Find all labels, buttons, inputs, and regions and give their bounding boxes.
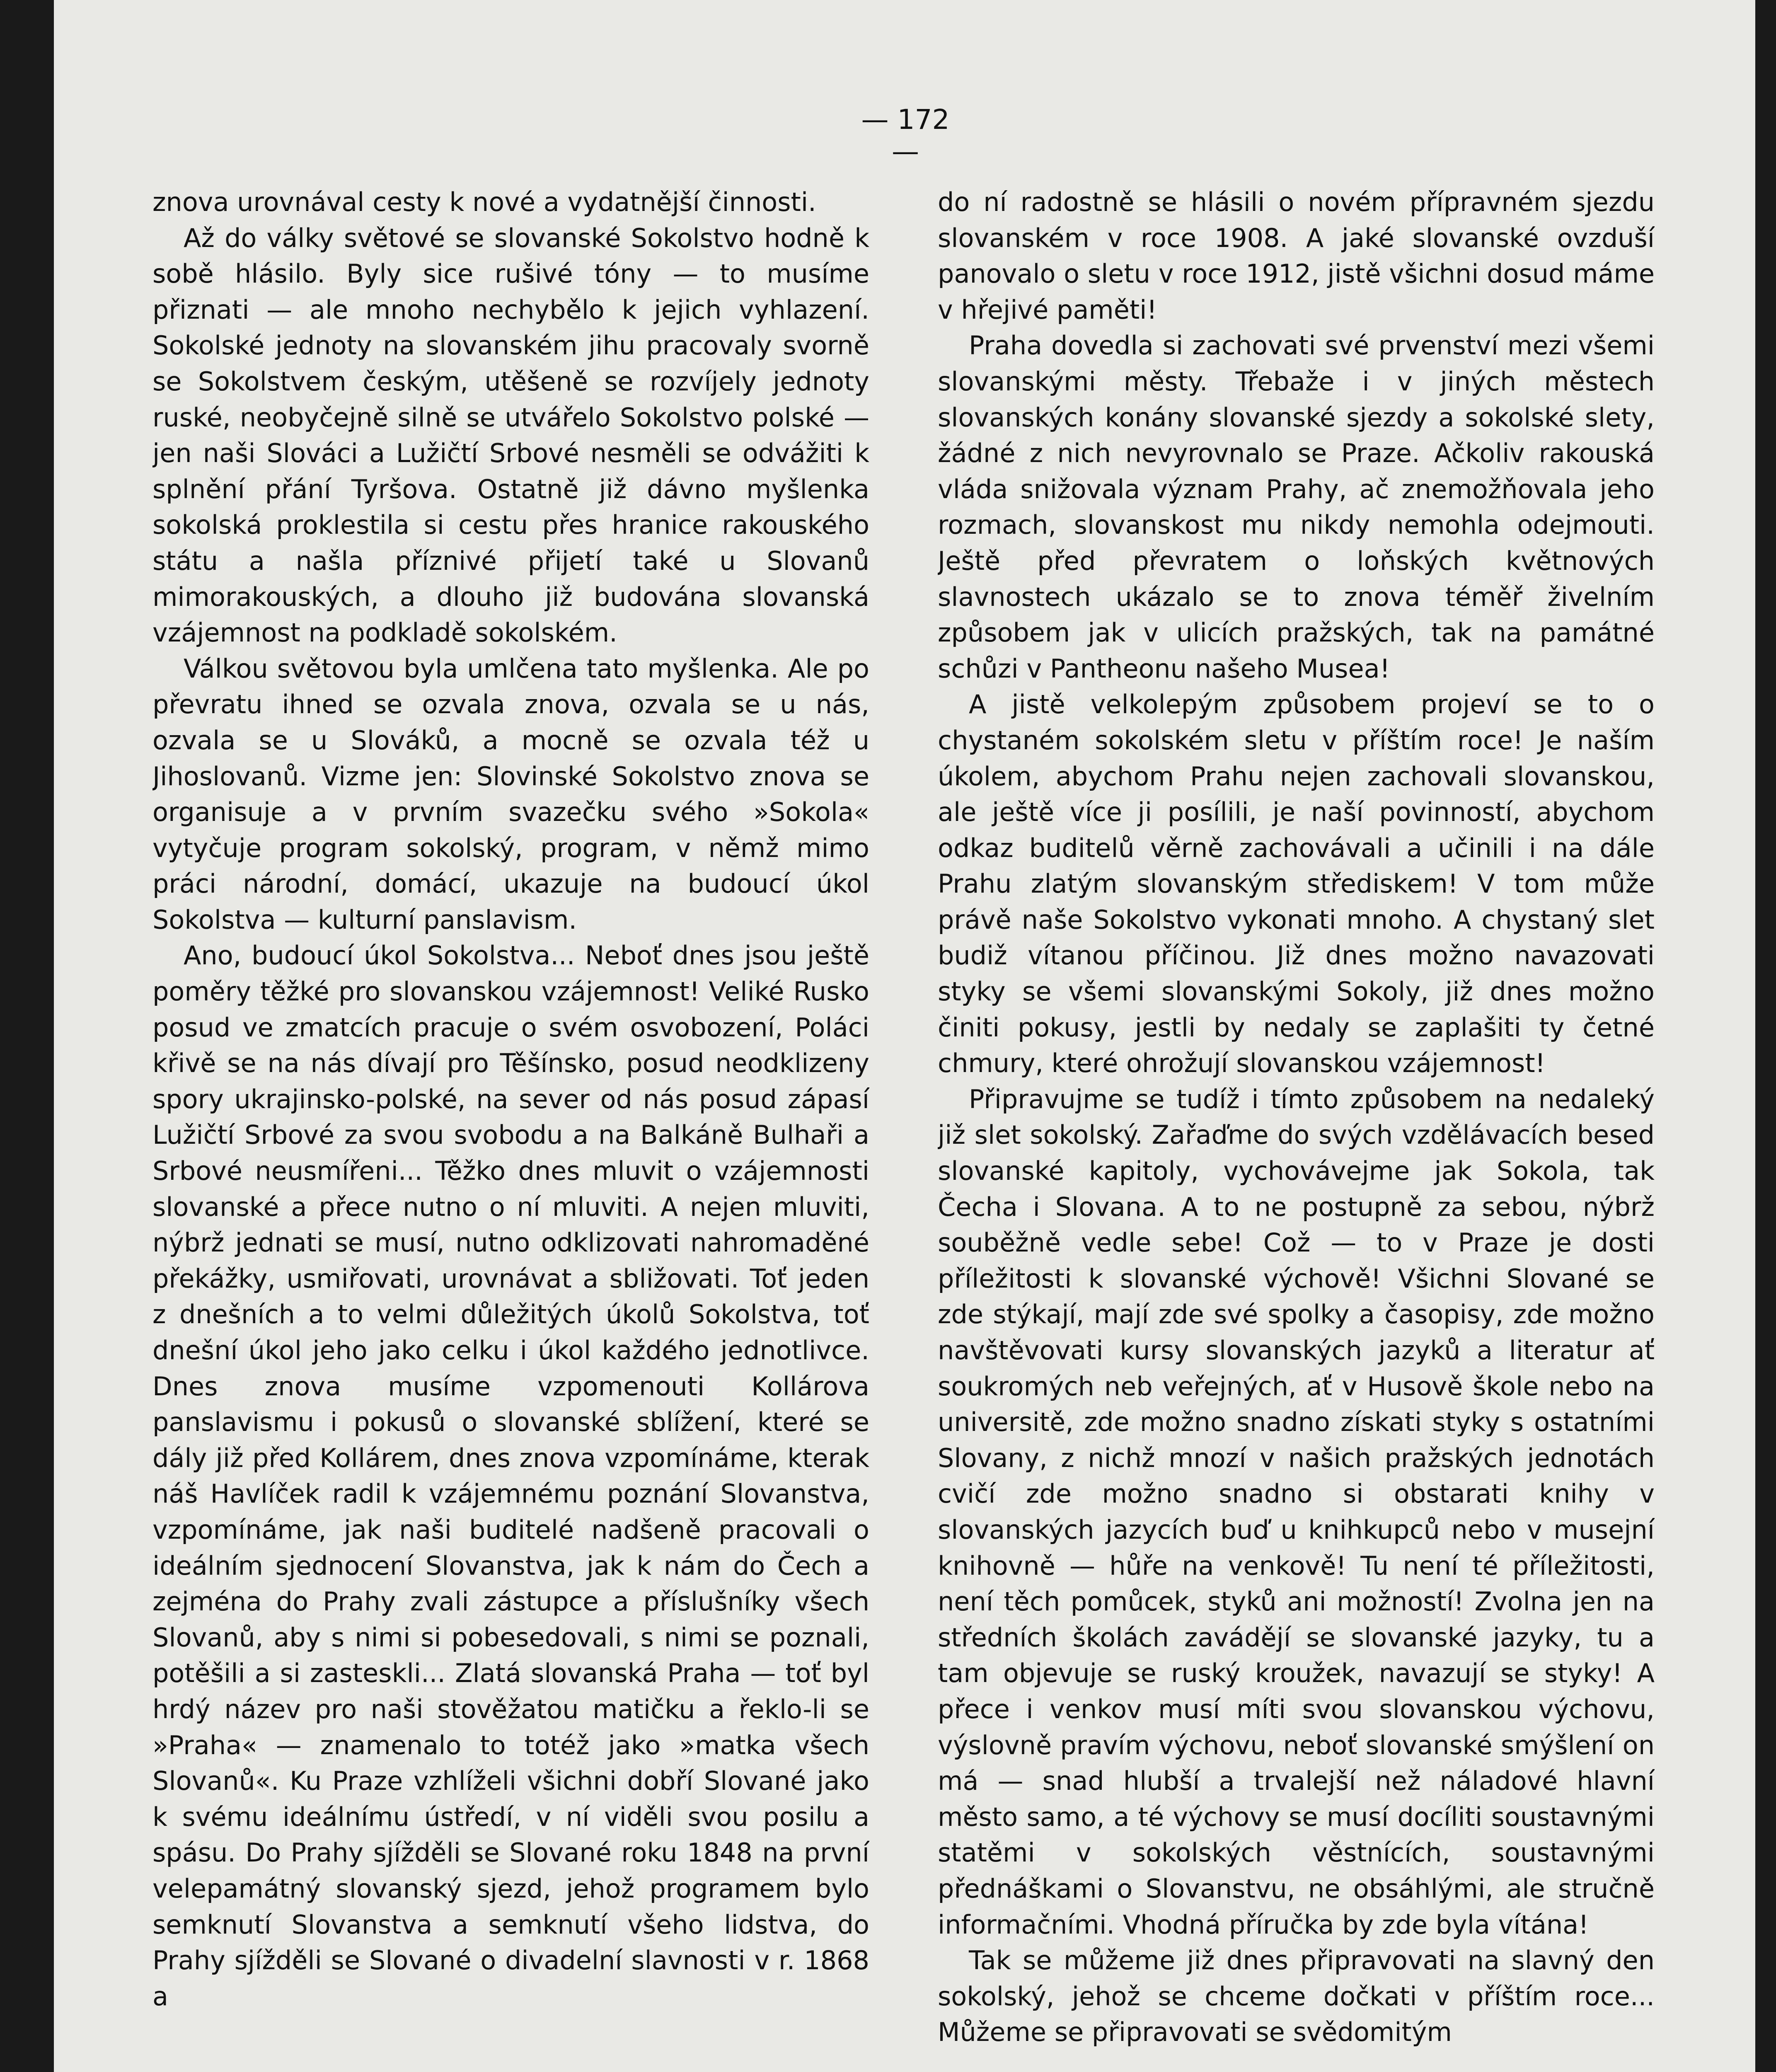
paragraph: A jistě velkolepým způsobem projeví se to o chystaném sokolském sletu v příštím roce! Je naším úkolem, abychom Prahu nejen zachovali slovanskou, ale ještě více ji posílili, je naší povinností, abychom odkaz buditelů věrně zachovávali a učinili i na dále Prahu zlatým slovanským střediskem! V tom může právě naše Sokolstvo vykonati mnoho. A chystaný slet budiž vítanou příčinou. Již dnes možno navazovati styky se všemi slovanskými Sokoly, již dnes možno činiti pokusy, jestli by nedaly se zaplašiti ty četné chmury, které ohrožují slovanskou vzájemnost!	[938, 689, 1655, 1079]
left-column	[152, 184, 869, 2072]
paragraph-continuation: do ní radostně se hlásili o novém přípravném sjezdu slovanském v roce 1908. A jaké slovanské ovzduší panovalo o sletu v roce 1912, jistě všichni dosud máme v hřejivé paměti!	[938, 187, 1655, 325]
paragraph: Válkou světovou byla umlčena tato myšlenka. Ale po převratu ihned se ozvala znova, ozvala se u nás, ozvala se u Slováků, a mocně se ozvala též u Jihoslovanů. Vizme jen: Slovinské Sokolstvo znova se organisuje a v prvním svazečku svého »Sokola« vytyčuje program sokolský, program, v němž mimo práci národní, domácí, ukazuje na budoucí úkol Sokolstva — kulturní panslavism.	[152, 653, 869, 935]
paragraph: Ano, budoucí úkol Sokolstva... Neboť dnes jsou ještě poměry těžké pro slovanskou vzájemnost! Veliké Rusko posud ve zmatcích pracuje o svém osvobození, Poláci křivě se na nás dívají pro Těšínsko, posud neodklizeny spory ukrajinsko-polské, na sever od nás posud zápasí Lužičtí Srbové za svou svobodu a na Balkáně Bulhaři a Srbové neusmířeni... Těžko dnes mluvit o vzájemnosti slovanské a přece nutno o ní mluviti. A nejen mluviti, nýbrž jednati se musí, nutno odklizovati nahromaděné překážky, usmiřovati, urovnávat a sbližovati. Toť jeden z dnešních a to velmi důležitých úkolů Sokolstva, toť dnešní úkol jeho jako celku i úkol každého jednotlivce. Dnes znova musíme vzpomenouti Kollárova panslavismu i pokusů o slovanské sblížení, které se dály již před Kollárem, dnes znova vzpomínáme, kterak náš Havlíček radil k vzájemnému poznání Slovanstva, vzpomínáme, jak naši buditelé nadšeně pracovali o ideálním sjednocení Slovanstva, jak k nám do Čech a zejména do Prahy zvali zástupce a příslušníky všech Slovanů, aby s nimi si pobesedovali, s nimi se poznali, potěšili a si zasteskli... Zlatá slovanská Praha — toť byl hrdý název pro naši stověžatou matičku a řeklo-li se »Praha« — znamenalo to totéž jako »matka všech Slovanů«. Ku Praze vzhlíželi všichni dobří Slované jako k svému ideálnímu ústředí, v ní viděli svou posilu a spásu. Do Prahy sjížděli se Slované roku 1848 na první velepamátný slovanský sjezd, jehož programem bylo semknutí Slovanstva a semknutí všeho lidstva, do Prahy sjížděli se Slované o divadelní slavnosti v r. 1868 a	[152, 940, 869, 2011]
paragraph: Tak se můžeme již dnes připravovati na slavný den sokolský, jehož se chceme dočkati v příštím roce... Můžeme se připravovati se svědomitým	[938, 1945, 1655, 2048]
paragraph: Praha dovedla si zachovati své prvenství mezi všemi slovanskými městy. Třebaže i v jiných městech slovanských konány slovanské sjezdy a sokolské slety, žádné z nich nevyrovnalo se Praze. Ačkoliv rakouská vláda snižovala význam Prahy, ač znemožňovala jeho rozmach, slovanskost mu nikdy nemohla odejmouti. Ještě před převratem o loňských květnových slavnostech ukázalo se to znova téměř živelním způsobem jak v ulicích pražských, tak na památné schůzi v Pantheonu našeho Musea!	[938, 330, 1655, 684]
paragraph-continuation: znova urovnával cesty k nové a vydatnější činnosti.	[152, 187, 816, 217]
paragraph: Až do války světové se slovanské Sokolstvo hodně k sobě hlásilo. Byly sice rušivé tóny — to musíme přiznati — ale mnoho nechybělo k jejich vyhlazení. Sokolské jednoty na slovanském jihu pracovaly svorně se Sokolstvem českým, utěšeně se rozvíjely jednoty ruské, neobyčejně silně se utvářelo Sokolstvo polské — jen naši Slováci a Lužičtí Srbové nesměli se odvážiti k splnění přání Tyršova. Ostatně již dávno myšlenka sokolská proklestila si cestu přes hranice rakouského státu a našla příznivé přijetí také u Slovanů mimorakouských, a dlouho již budována slovanská vzájemnost na podkladě sokolském.	[152, 223, 869, 648]
scan-edge-right	[1755, 0, 1776, 2072]
right-column	[938, 184, 1655, 2072]
scan-edge-left	[0, 0, 54, 2072]
paragraph: Připravujme se tudíž i tímto způsobem na nedaleký již slet sokolský. Zařaďme do svých vzdělávacích besed slovanské kapitoly, vychovávejme jak Sokola, tak Čecha i Slovana. A to ne postupně za sebou, nýbrž souběžně vedle sebe! Což — to v Praze je dosti příležitosti k slovanské výchově! Všichni Slované se zde stýkají, mají zde své spolky a časopisy, zde možno navštěvovati kursy slovanských jazyků a literatur ať soukromých neb veřejných, ať v Husově škole nebo na universitě, zde možno snadno získati styky s ostatními Slovany, z nichž mnozí v našich pražských jednotách cvičí zde možno snadno si obstarati knihy v slovanských jazycích buď u knihkupců nebo v musejní knihovně — hůře na venkově! Tu není té příležitosti, není těch pomůcek, styků ani možností! Zvolna jen na středních školách zavádějí se slovanské jazyky, tu a tam objevuje se ruský kroužek, navazují se styky! A přece i venkov musí míti svou slovanskou výchovu, výslovně pravím výchovu, neboť slovanské smýšlení on má — snad hlubší a trvalejší než náladové hlavní město samo, a té výchovy se musí docíliti soustavnými statěmi v sokolských věstnících, soustavnými přednáškami o Slovanstvu, ne obsáhlými, ale stručně informačními. Vhodná příručka by zde byla vítána!	[938, 1084, 1655, 1940]
page-number: — 172 —	[861, 104, 950, 167]
